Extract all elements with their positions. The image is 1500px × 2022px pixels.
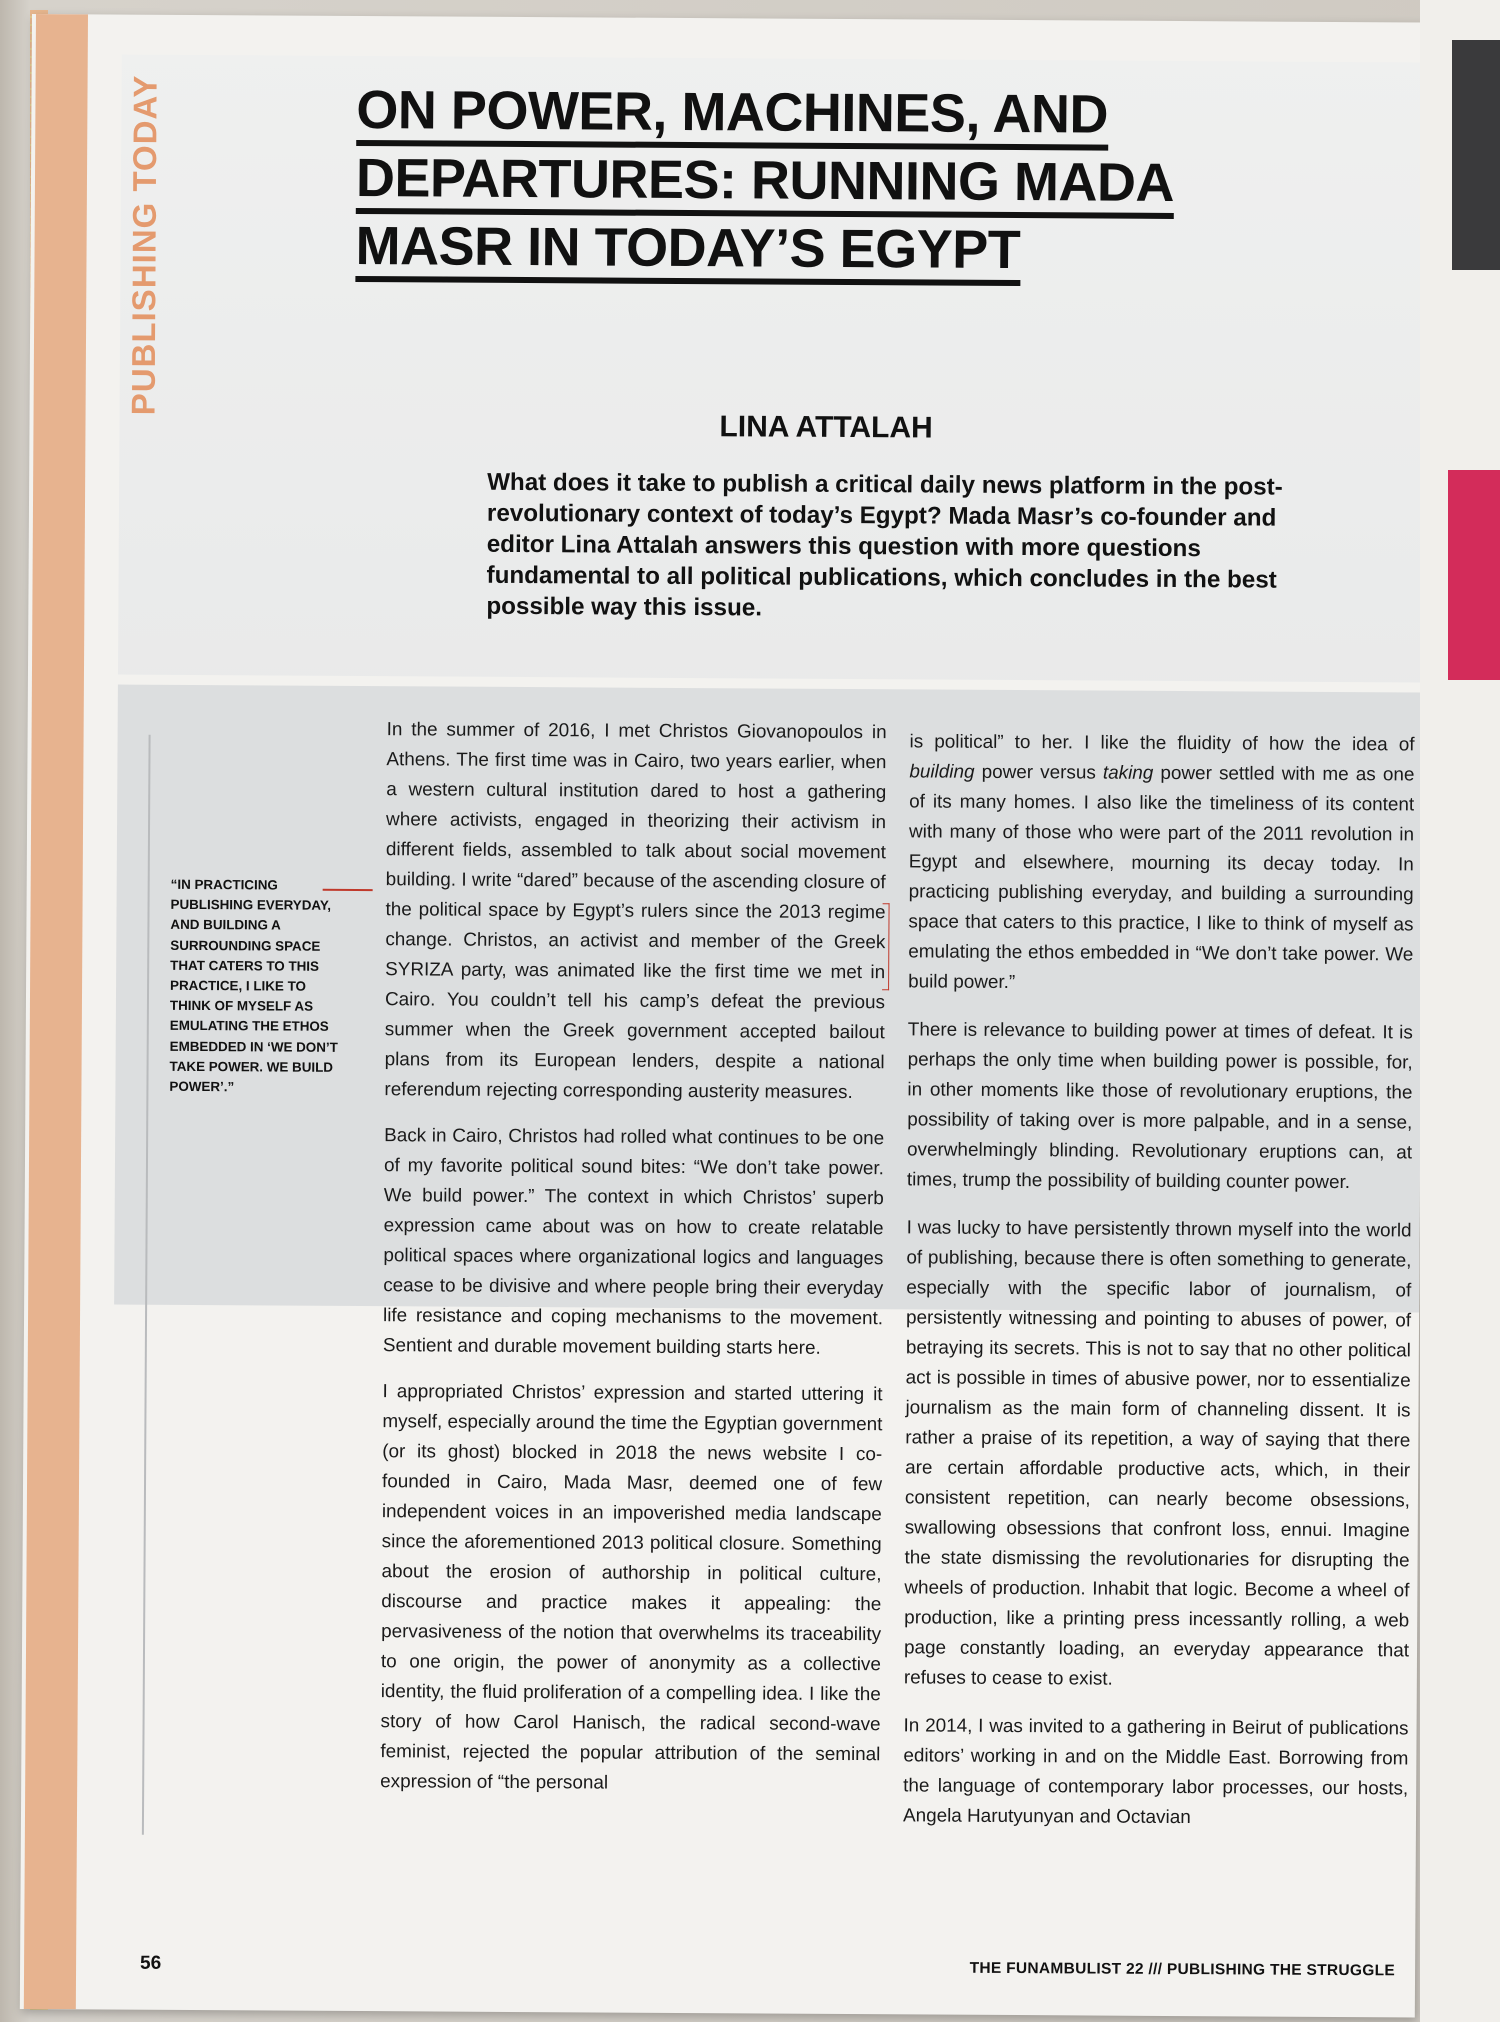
paragraph: Back in Cairo, Christos had rolled what continues to be one of my favorite political sound bites: “We don’t take power. We build power.” The context in which Christos’ superb expression came about was on how to create relatable political spaces where organizational logics and languages cease to be divisive and where people bring their everyday life resistance and coping mechanisms to the movement. Sentient and durable movement building starts here.: [382, 1125, 885, 1359]
article-title: [355, 76, 1356, 286]
running-footer: THE FUNAMBULIST 22 /// PUBLISHING THE STRUGGLE: [969, 1959, 1396, 1980]
magazine-page: [20, 14, 1427, 2017]
standfirst: What does it take to publish a critical daily news platform in the post-revolutionary context of today’s Egypt? Mada Masr’s co-founder and editor Lina Attalah answers this question with more questions fundamental to all political publications, which concludes in the best possible way this issue.: [486, 468, 1283, 622]
accent-strip: [24, 14, 88, 2009]
paragraph: In the summer of 2016, I met Christos Giovanopoulos in Athens. The first time was in Cairo, two years earlier, when a western cultural institution dared to host a gathering where activists, engaged in theorizing their activism in different fields, assembled to talk about social movement building. I write “dared” because of the ascending closure of the political space by Egypt’s rulers since the 2013 regime change. Christos, an activist and member of the Greek SYRIZA party, was animated like the first time we met in Cairo. You couldn’t tell his camp’s defeat the previous summer when the Greek government accepted bailout plans from its European lenders, despite a national referendum rejecting corresponding austerity measures.: [384, 719, 887, 1104]
title-line: DEPARTURES: RUNNING MADA: [356, 148, 1174, 219]
paragraph: In 2014, I was invited to a gathering in Beirut of publications editors’ working in and on the Middle East. Borrowing from the language of contemporary labor processes, our hosts, Angela Harutyunyan and Octavian: [902, 1715, 1409, 1829]
next-page-image-pink: [1448, 470, 1500, 680]
section-label: PUBLISHING TODAY: [124, 74, 164, 416]
paragraph: I appropriated Christos’ expression and started uttering it myself, especially around the time the Egyptian government (or its ghost) blocked in 2018 the news website I co-founded in Cairo, Mada Masr, deemed one of few independent voices in an impoverished media landscape since the aforementioned 2013 political closure. Something about the erosion of authorship in political culture, discourse and practice makes it appealing: the pervasiveness of the notion that overwhelms its traceability to one origin, the power of anonymity as a collective identity, the fluid proliferation of a compelling idea. I like the story of how Carol Hanisch, the radical second-wave feminist, rejected the popular attribution of the seminal expression of “the personal: [380, 1381, 883, 1794]
paragraph: There is relevance to building power at times of defeat. It is perhaps the only time when building power is possible, for, in other moments like those of revolutionary eruptions, the possibility of taking over is more palpable, and in a sense, overwhelmingly blinding. Revolutionary eruptions can, at times, trump the possibility of building counter power.: [906, 1019, 1413, 1194]
next-page-image-dark: [1452, 40, 1500, 270]
pull-quote-rule: [323, 889, 373, 891]
author-name: LINA ATTALAH: [719, 410, 933, 445]
title-line: ON POWER, MACHINES, AND: [356, 80, 1108, 151]
body-column-right: [903, 727, 1415, 1852]
paragraph: is political” to her. I like the fluidity of how the idea of building power versus taking power settled with me as one of its many homes. I also like the timeliness of its content with many of those who were part of the 2011 revolution in Egypt and elsewhere, mourning its decay today. In practicing publishing everyday, and building a surrounding space that caters to this practice, I like to think of myself as emulating the ethos embedded in “We don’t take power. We build power.”: [908, 731, 1415, 994]
page-number: 56: [140, 1952, 162, 1974]
pull-quote: “IN PRACTICING PUBLISHING EVERYDAY, AND BUILDING A SURROUNDING SPACE THAT CATERS TO THIS PRACTICE, I LIKE TO THINK OF MYSELF AS EMULATING THE ETHOS EMBEDDED IN ‘WE DON’T TAKE POWER. WE BUILD POWER’.”: [169, 876, 338, 1095]
paragraph: I was lucky to have persistently thrown myself into the world of publishing, because there is often something to generate, especially with the specific labor of journalism, of persistently witnessing and pointing to abuses of power, of betraying its secrets. This is not to say that no other political act is possible in times of abusive power, nor to essentialize journalism as the main form of channeling dissent. It is rather a praise of its repetition, a way of saying that there are certain affordable productive acts, which, in their consistent repetition, can nearly become obsessions, swallowing obsessions that confront loss, ennui. Imagine the state dismissing the revolutionaries for disrupting the wheels of production. Inhabit that logic. Become a wheel of production, like a printing press incessantly rolling, a web page constantly loading, an everyday appearance that refuses to cease to exist.: [903, 1217, 1412, 1690]
title-line: MASR IN TODAY’S EGYPT: [355, 216, 1020, 286]
body-column-left: [380, 715, 887, 1816]
next-page-edge: [1420, 0, 1500, 2022]
